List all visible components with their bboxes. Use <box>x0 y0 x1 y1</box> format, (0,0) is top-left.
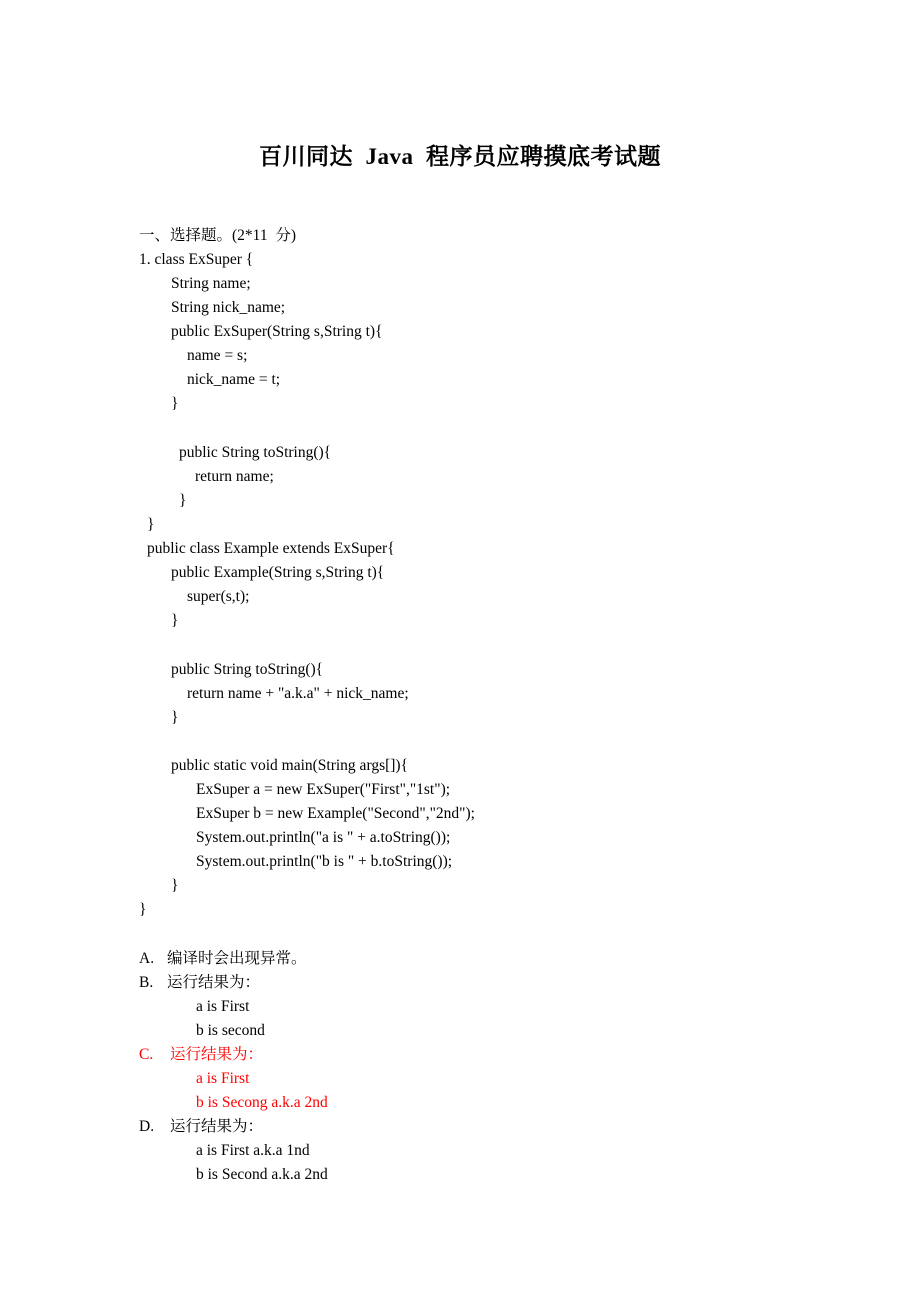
code-line: public class Example extends ExSuper{ <box>147 540 395 557</box>
option-a-label: A. <box>139 950 155 967</box>
option-b-result-line: b is second <box>196 1022 265 1039</box>
code-line: public static void main(String args[]){ <box>171 757 409 774</box>
code-line: public String toString(){ <box>179 444 332 461</box>
code-line: } <box>179 492 187 509</box>
code-line: super(s,t); <box>187 588 250 605</box>
option-c-label: C. <box>139 1046 154 1063</box>
option-a-text: 编译时会出现异常。 <box>167 950 307 967</box>
option-c-result-line: a is First <box>196 1070 250 1087</box>
document-title: 百川同达 Java 程序员应聘摸底考试题 <box>259 144 661 169</box>
code-line: public Example(String s,String t){ <box>171 564 385 581</box>
code-line: System.out.println("a is " + a.toString()); <box>196 829 451 846</box>
code-line: ExSuper a = new ExSuper("First","1st"); <box>196 781 451 798</box>
option-d-result-line: a is First a.k.a 1nd <box>196 1142 310 1159</box>
option-b-text: 运行结果为： <box>167 974 261 991</box>
option-c-text: 运行结果为： <box>170 1046 264 1063</box>
option-b-label: B. <box>139 974 154 991</box>
code-line: String name; <box>171 275 251 292</box>
code-line: name = s; <box>187 347 248 364</box>
code-line: } <box>171 709 179 726</box>
code-line: } <box>171 612 179 629</box>
code-line: public ExSuper(String s,String t){ <box>171 323 383 340</box>
code-line: return name; <box>195 468 274 485</box>
option-d-text: 运行结果为： <box>170 1118 264 1135</box>
option-d-label: D. <box>139 1118 155 1135</box>
code-line: System.out.println("b is " + b.toString()); <box>196 853 453 870</box>
option-d-result-line: b is Second a.k.a 2nd <box>196 1166 328 1183</box>
option-b-result-line: a is First <box>196 998 250 1015</box>
code-line: } <box>171 877 179 894</box>
code-line: } <box>171 395 179 412</box>
code-line: nick_name = t; <box>187 371 281 388</box>
code-line: 1. class ExSuper { <box>139 251 254 268</box>
code-line: ExSuper b = new Example("Second","2nd"); <box>196 805 475 822</box>
option-c-result-line: b is Secong a.k.a 2nd <box>196 1094 328 1111</box>
code-line: } <box>147 516 155 533</box>
section-heading: 一、选择题。(2*11 分) <box>139 227 296 244</box>
code-line: } <box>139 901 147 918</box>
code-line: String nick_name; <box>171 299 286 316</box>
code-line: public String toString(){ <box>171 661 324 678</box>
code-line: return name + "a.k.a" + nick_name; <box>187 685 409 702</box>
